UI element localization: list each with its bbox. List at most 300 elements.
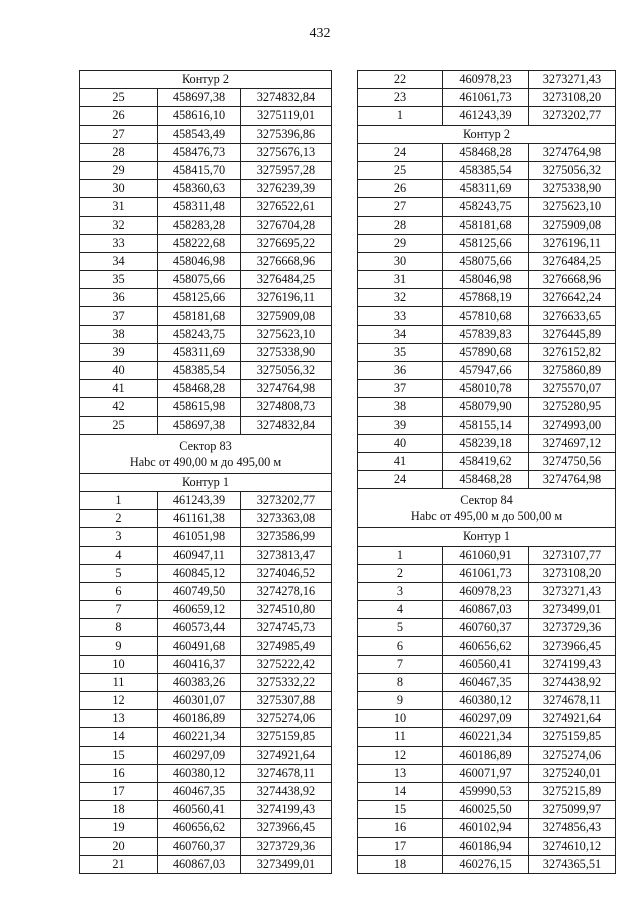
point-number-cell: 34 <box>80 252 158 270</box>
contour-header-row <box>358 528 616 546</box>
table-row <box>358 434 616 452</box>
x-coordinate-cell: 460573,44 <box>158 619 241 637</box>
point-number-cell: 29 <box>80 161 158 179</box>
y-coordinate-cell: 3274610,12 <box>529 837 616 855</box>
y-coordinate-cell: 3276704,28 <box>241 216 332 234</box>
x-coordinate-cell: 459990,53 <box>443 782 529 800</box>
sector-header <box>80 434 332 473</box>
table-row <box>80 728 332 746</box>
table-row <box>80 325 332 343</box>
y-coordinate-cell: 3273108,20 <box>529 564 616 582</box>
table-row <box>80 216 332 234</box>
x-coordinate-cell: 460656,62 <box>158 819 241 837</box>
table-row <box>358 416 616 434</box>
contour-header-row <box>80 71 332 89</box>
table-row <box>80 582 332 600</box>
y-coordinate-cell: 3275860,89 <box>529 362 616 380</box>
x-coordinate-cell: 458283,28 <box>158 216 241 234</box>
point-number-cell: 39 <box>358 416 443 434</box>
y-coordinate-cell: 3274678,11 <box>529 692 616 710</box>
x-coordinate-cell: 460186,89 <box>443 746 529 764</box>
x-coordinate-cell: 460978,23 <box>443 582 529 600</box>
x-coordinate-cell: 460467,35 <box>158 782 241 800</box>
contour-header: Контур 1 <box>358 528 616 546</box>
point-number-cell: 30 <box>358 252 443 270</box>
table-row <box>358 343 616 361</box>
y-coordinate-cell: 3274697,12 <box>529 434 616 452</box>
point-number-cell: 4 <box>358 601 443 619</box>
x-coordinate-cell: 458075,66 <box>158 271 241 289</box>
x-coordinate-cell: 458311,69 <box>158 343 241 361</box>
point-number-cell: 3 <box>80 528 158 546</box>
y-coordinate-cell: 3275338,90 <box>241 343 332 361</box>
point-number-cell: 12 <box>358 746 443 764</box>
y-coordinate-cell: 3274856,43 <box>529 819 616 837</box>
y-coordinate-cell: 3275215,89 <box>529 782 616 800</box>
table-row <box>358 728 616 746</box>
y-coordinate-cell: 3276668,96 <box>529 271 616 289</box>
point-number-cell: 40 <box>358 434 443 452</box>
y-coordinate-cell: 3274199,43 <box>241 801 332 819</box>
page-number: 432 <box>309 26 331 41</box>
point-number-cell: 27 <box>358 198 443 216</box>
table-row <box>80 180 332 198</box>
table-row <box>358 234 616 252</box>
y-coordinate-cell: 3274985,49 <box>241 637 332 655</box>
table-row <box>80 764 332 782</box>
table-row <box>80 491 332 509</box>
x-coordinate-cell: 461060,91 <box>443 546 529 564</box>
table-row <box>358 837 616 855</box>
x-coordinate-cell: 460383,26 <box>158 673 241 691</box>
x-coordinate-cell: 457947,66 <box>443 362 529 380</box>
point-number-cell: 18 <box>358 855 443 873</box>
y-coordinate-cell: 3274438,92 <box>241 782 332 800</box>
y-coordinate-cell: 3274199,43 <box>529 655 616 673</box>
x-coordinate-cell: 460221,34 <box>158 728 241 746</box>
y-coordinate-cell: 3274993,00 <box>529 416 616 434</box>
x-coordinate-cell: 460276,15 <box>443 855 529 873</box>
table-row <box>358 71 616 89</box>
point-number-cell: 17 <box>80 782 158 800</box>
table-row <box>358 692 616 710</box>
y-coordinate-cell: 3274365,51 <box>529 855 616 873</box>
x-coordinate-cell: 458697,38 <box>158 89 241 107</box>
table-row <box>358 289 616 307</box>
table-row <box>358 655 616 673</box>
point-number-cell: 22 <box>358 71 443 89</box>
y-coordinate-cell: 3275396,86 <box>241 125 332 143</box>
contour-header: Контур 2 <box>358 125 616 143</box>
table-row <box>358 271 616 289</box>
table-row <box>80 107 332 125</box>
y-coordinate-cell: 3273966,45 <box>241 819 332 837</box>
table-row <box>80 546 332 564</box>
table-row <box>80 619 332 637</box>
y-coordinate-cell: 3273107,77 <box>529 546 616 564</box>
x-coordinate-cell: 461161,38 <box>158 510 241 528</box>
y-coordinate-cell: 3276522,61 <box>241 198 332 216</box>
y-coordinate-cell: 3276445,89 <box>529 325 616 343</box>
point-number-cell: 41 <box>358 452 443 470</box>
y-coordinate-cell: 3273499,01 <box>241 855 332 873</box>
table-row <box>80 380 332 398</box>
point-number-cell: 24 <box>358 471 443 489</box>
x-coordinate-cell: 458543,49 <box>158 125 241 143</box>
y-coordinate-cell: 3273729,36 <box>241 837 332 855</box>
point-number-cell: 26 <box>80 107 158 125</box>
table-row <box>80 855 332 873</box>
table-row <box>80 252 332 270</box>
y-coordinate-cell: 3276668,96 <box>241 252 332 270</box>
point-number-cell: 1 <box>80 491 158 509</box>
y-coordinate-cell: 3276196,11 <box>529 234 616 252</box>
y-coordinate-cell: 3275570,07 <box>529 380 616 398</box>
x-coordinate-cell: 458243,75 <box>443 198 529 216</box>
x-coordinate-cell: 460867,03 <box>158 855 241 873</box>
x-coordinate-cell: 458419,62 <box>443 452 529 470</box>
point-number-cell: 42 <box>80 398 158 416</box>
x-coordinate-cell: 460560,41 <box>443 655 529 673</box>
y-coordinate-cell: 3273813,47 <box>241 546 332 564</box>
y-coordinate-cell: 3274278,16 <box>241 582 332 600</box>
point-number-cell: 37 <box>358 380 443 398</box>
x-coordinate-cell: 458181,68 <box>443 216 529 234</box>
table-row <box>358 601 616 619</box>
table-row <box>358 782 616 800</box>
point-number-cell: 1 <box>358 546 443 564</box>
point-number-cell: 28 <box>358 216 443 234</box>
table-row <box>358 710 616 728</box>
point-number-cell: 17 <box>358 837 443 855</box>
x-coordinate-cell: 461243,39 <box>443 107 529 125</box>
y-coordinate-cell: 3274764,98 <box>241 380 332 398</box>
y-coordinate-cell: 3273202,77 <box>529 107 616 125</box>
y-coordinate-cell: 3274921,64 <box>529 710 616 728</box>
point-number-cell: 4 <box>80 546 158 564</box>
y-coordinate-cell: 3273271,43 <box>529 582 616 600</box>
sector-header <box>358 489 616 528</box>
y-coordinate-cell: 3276484,25 <box>529 252 616 270</box>
y-coordinate-cell: 3275623,10 <box>529 198 616 216</box>
table-row <box>358 89 616 107</box>
point-number-cell: 15 <box>80 746 158 764</box>
point-number-cell: 9 <box>358 692 443 710</box>
point-number-cell: 38 <box>80 325 158 343</box>
x-coordinate-cell: 457868,19 <box>443 289 529 307</box>
y-coordinate-cell: 3275332,22 <box>241 673 332 691</box>
table-row <box>80 271 332 289</box>
x-coordinate-cell: 458010,78 <box>443 380 529 398</box>
sector-header-row <box>80 434 332 473</box>
x-coordinate-cell: 460749,50 <box>158 582 241 600</box>
x-coordinate-cell: 461051,98 <box>158 528 241 546</box>
contour-header-row <box>80 473 332 491</box>
y-coordinate-cell: 3274510,80 <box>241 601 332 619</box>
y-coordinate-cell: 3275623,10 <box>241 325 332 343</box>
point-number-cell: 24 <box>358 143 443 161</box>
x-coordinate-cell: 460186,94 <box>443 837 529 855</box>
y-coordinate-cell: 3273729,36 <box>529 619 616 637</box>
table-row <box>358 819 616 837</box>
table-row <box>358 855 616 873</box>
x-coordinate-cell: 458360,63 <box>158 180 241 198</box>
x-coordinate-cell: 460071,97 <box>443 764 529 782</box>
sector-height-range: Нabс от 490,00 м до 495,00 м <box>129 454 282 469</box>
y-coordinate-cell: 3275056,32 <box>241 362 332 380</box>
x-coordinate-cell: 460978,23 <box>443 71 529 89</box>
table-row <box>358 307 616 325</box>
x-coordinate-cell: 458079,90 <box>443 398 529 416</box>
x-coordinate-cell: 458125,66 <box>443 234 529 252</box>
table-row <box>358 216 616 234</box>
y-coordinate-cell: 3276633,65 <box>529 307 616 325</box>
table-row <box>358 380 616 398</box>
point-number-cell: 13 <box>358 764 443 782</box>
contour-header: Контур 1 <box>80 473 332 491</box>
table-row <box>358 252 616 270</box>
x-coordinate-cell: 460186,89 <box>158 710 241 728</box>
y-coordinate-cell: 3273108,20 <box>529 89 616 107</box>
point-number-cell: 10 <box>80 655 158 673</box>
x-coordinate-cell: 460947,11 <box>158 546 241 564</box>
x-coordinate-cell: 457890,68 <box>443 343 529 361</box>
y-coordinate-cell: 3275274,06 <box>529 746 616 764</box>
coordinates-table-right <box>357 70 616 874</box>
contour-header: Контур 2 <box>80 71 332 89</box>
x-coordinate-cell: 460491,68 <box>158 637 241 655</box>
point-number-cell: 34 <box>358 325 443 343</box>
x-coordinate-cell: 460656,62 <box>443 637 529 655</box>
point-number-cell: 19 <box>80 819 158 837</box>
table-row <box>80 143 332 161</box>
sector-header-row <box>358 489 616 528</box>
x-coordinate-cell: 458616,10 <box>158 107 241 125</box>
table-row <box>358 398 616 416</box>
y-coordinate-cell: 3275280,95 <box>529 398 616 416</box>
y-coordinate-cell: 3274764,98 <box>529 143 616 161</box>
table-row <box>358 564 616 582</box>
coordinates-table-left <box>79 70 332 874</box>
point-number-cell: 37 <box>80 307 158 325</box>
x-coordinate-cell: 458046,98 <box>443 271 529 289</box>
x-coordinate-cell: 458239,18 <box>443 434 529 452</box>
point-number-cell: 6 <box>80 582 158 600</box>
table-row <box>80 782 332 800</box>
point-number-cell: 9 <box>80 637 158 655</box>
table-row <box>358 801 616 819</box>
point-number-cell: 16 <box>80 764 158 782</box>
point-number-cell: 33 <box>358 307 443 325</box>
point-number-cell: 15 <box>358 801 443 819</box>
x-coordinate-cell: 460560,41 <box>158 801 241 819</box>
y-coordinate-cell: 3276642,24 <box>529 289 616 307</box>
x-coordinate-cell: 458155,14 <box>443 416 529 434</box>
x-coordinate-cell: 458415,70 <box>158 161 241 179</box>
table-row <box>358 452 616 470</box>
y-coordinate-cell: 3275056,32 <box>529 161 616 179</box>
table-row <box>358 546 616 564</box>
point-number-cell: 6 <box>358 637 443 655</box>
point-number-cell: 36 <box>80 289 158 307</box>
point-number-cell: 26 <box>358 180 443 198</box>
table-row <box>358 582 616 600</box>
point-number-cell: 25 <box>358 161 443 179</box>
coordinates-table-left-body <box>80 71 332 874</box>
point-number-cell: 40 <box>80 362 158 380</box>
point-number-cell: 7 <box>358 655 443 673</box>
y-coordinate-cell: 3275274,06 <box>241 710 332 728</box>
y-coordinate-cell: 3273499,01 <box>529 601 616 619</box>
point-number-cell: 16 <box>358 819 443 837</box>
point-number-cell: 25 <box>80 89 158 107</box>
sector-title: Сектор 84 <box>460 493 513 508</box>
table-row <box>80 601 332 619</box>
table-row <box>80 637 332 655</box>
y-coordinate-cell: 3276484,25 <box>241 271 332 289</box>
contour-header-row <box>358 125 616 143</box>
point-number-cell: 1 <box>358 107 443 125</box>
table-row <box>80 161 332 179</box>
point-number-cell: 2 <box>80 510 158 528</box>
point-number-cell: 25 <box>80 416 158 434</box>
x-coordinate-cell: 458385,54 <box>158 362 241 380</box>
point-number-cell: 36 <box>358 362 443 380</box>
table-row <box>80 343 332 361</box>
sector-title: Сектор 83 <box>179 438 232 453</box>
x-coordinate-cell: 460467,35 <box>443 673 529 691</box>
point-number-cell: 14 <box>358 782 443 800</box>
point-number-cell: 12 <box>80 692 158 710</box>
x-coordinate-cell: 460380,12 <box>443 692 529 710</box>
y-coordinate-cell: 3276152,82 <box>529 343 616 361</box>
table-row <box>80 655 332 673</box>
y-coordinate-cell: 3274438,92 <box>529 673 616 691</box>
x-coordinate-cell: 460416,37 <box>158 655 241 673</box>
x-coordinate-cell: 458697,38 <box>158 416 241 434</box>
point-number-cell: 5 <box>80 564 158 582</box>
point-number-cell: 39 <box>80 343 158 361</box>
point-number-cell: 38 <box>358 398 443 416</box>
table-row <box>358 325 616 343</box>
table-row <box>80 234 332 252</box>
x-coordinate-cell: 458181,68 <box>158 307 241 325</box>
y-coordinate-cell: 3274764,98 <box>529 471 616 489</box>
table-row <box>80 692 332 710</box>
x-coordinate-cell: 458476,73 <box>158 143 241 161</box>
table-row <box>80 307 332 325</box>
y-coordinate-cell: 3274832,84 <box>241 89 332 107</box>
x-coordinate-cell: 460102,94 <box>443 819 529 837</box>
table-row <box>80 819 332 837</box>
y-coordinate-cell: 3275676,13 <box>241 143 332 161</box>
point-number-cell: 21 <box>80 855 158 873</box>
x-coordinate-cell: 461243,39 <box>158 491 241 509</box>
x-coordinate-cell: 460297,09 <box>443 710 529 728</box>
table-row <box>80 89 332 107</box>
point-number-cell: 3 <box>358 582 443 600</box>
table-row <box>80 710 332 728</box>
table-row <box>358 143 616 161</box>
x-coordinate-cell: 458385,54 <box>443 161 529 179</box>
y-coordinate-cell: 3275099,97 <box>529 801 616 819</box>
x-coordinate-cell: 458243,75 <box>158 325 241 343</box>
point-number-cell: 20 <box>80 837 158 855</box>
x-coordinate-cell: 458468,28 <box>443 143 529 161</box>
y-coordinate-cell: 3275240,01 <box>529 764 616 782</box>
table-row <box>358 161 616 179</box>
point-number-cell: 35 <box>80 271 158 289</box>
y-coordinate-cell: 3274750,56 <box>529 452 616 470</box>
point-number-cell: 11 <box>80 673 158 691</box>
point-number-cell: 2 <box>358 564 443 582</box>
x-coordinate-cell: 458222,68 <box>158 234 241 252</box>
point-number-cell: 8 <box>80 619 158 637</box>
x-coordinate-cell: 458615,98 <box>158 398 241 416</box>
x-coordinate-cell: 458468,28 <box>158 380 241 398</box>
x-coordinate-cell: 461061,73 <box>443 89 529 107</box>
table-row <box>80 564 332 582</box>
x-coordinate-cell: 458468,28 <box>443 471 529 489</box>
point-number-cell: 30 <box>80 180 158 198</box>
point-number-cell: 5 <box>358 619 443 637</box>
point-number-cell: 23 <box>358 89 443 107</box>
y-coordinate-cell: 3274921,64 <box>241 746 332 764</box>
table-row <box>358 746 616 764</box>
table-row <box>80 673 332 691</box>
point-number-cell: 27 <box>80 125 158 143</box>
table-row <box>80 125 332 143</box>
point-number-cell: 10 <box>358 710 443 728</box>
x-coordinate-cell: 458311,48 <box>158 198 241 216</box>
y-coordinate-cell: 3275159,85 <box>529 728 616 746</box>
x-coordinate-cell: 458075,66 <box>443 252 529 270</box>
table-row <box>358 637 616 655</box>
x-coordinate-cell: 460025,50 <box>443 801 529 819</box>
table-row <box>358 619 616 637</box>
point-number-cell: 35 <box>358 343 443 361</box>
table-row <box>358 180 616 198</box>
x-coordinate-cell: 460760,37 <box>443 619 529 637</box>
y-coordinate-cell: 3275957,28 <box>241 161 332 179</box>
y-coordinate-cell: 3274832,84 <box>241 416 332 434</box>
table-row <box>80 510 332 528</box>
point-number-cell: 11 <box>358 728 443 746</box>
y-coordinate-cell: 3274745,73 <box>241 619 332 637</box>
table-row <box>358 764 616 782</box>
table-row <box>80 289 332 307</box>
x-coordinate-cell: 458311,69 <box>443 180 529 198</box>
table-row <box>358 107 616 125</box>
x-coordinate-cell: 460845,12 <box>158 564 241 582</box>
x-coordinate-cell: 460659,12 <box>158 601 241 619</box>
y-coordinate-cell: 3274678,11 <box>241 764 332 782</box>
table-row <box>80 746 332 764</box>
y-coordinate-cell: 3273363,08 <box>241 510 332 528</box>
table-row <box>80 198 332 216</box>
point-number-cell: 32 <box>358 289 443 307</box>
table-row <box>80 837 332 855</box>
point-number-cell: 7 <box>80 601 158 619</box>
x-coordinate-cell: 458046,98 <box>158 252 241 270</box>
y-coordinate-cell: 3275909,08 <box>529 216 616 234</box>
coordinates-table-right-body <box>358 71 616 874</box>
sector-height-range: Нabс от 495,00 м до 500,00 м <box>410 509 563 524</box>
x-coordinate-cell: 458125,66 <box>158 289 241 307</box>
y-coordinate-cell: 3276239,39 <box>241 180 332 198</box>
x-coordinate-cell: 460380,12 <box>158 764 241 782</box>
table-row <box>358 362 616 380</box>
